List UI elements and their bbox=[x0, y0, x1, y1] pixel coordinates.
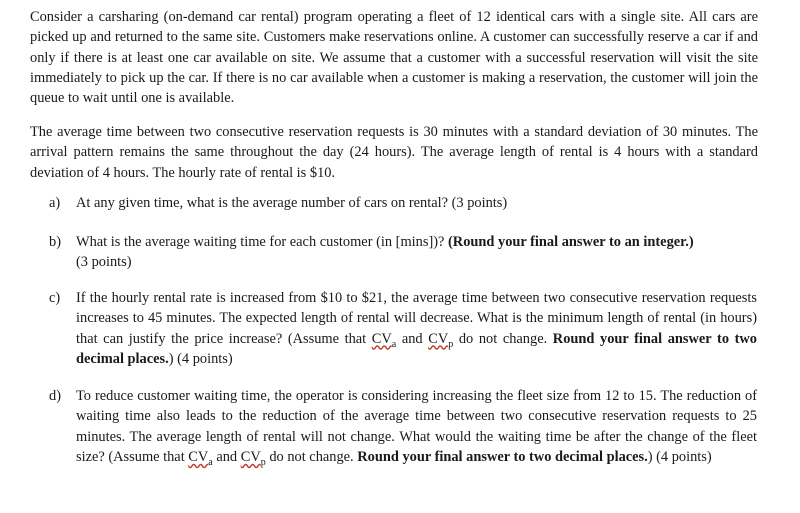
question-d-text-2: do not change. bbox=[265, 448, 358, 465]
question-c bbox=[49, 288, 757, 369]
question-c-label: c) bbox=[49, 290, 61, 306]
question-c-points: ) (4 points) bbox=[168, 350, 233, 367]
question-d-label: d) bbox=[49, 388, 61, 404]
question-d-rounding-note: Round your final answer to two decimal places. bbox=[357, 448, 648, 465]
question-c-body bbox=[76, 288, 757, 369]
question-b-points: (3 points) bbox=[76, 254, 132, 271]
question-c-text-2: do not change. bbox=[453, 330, 553, 347]
cv-a-symbol: $CV_a$ bbox=[188, 448, 213, 468]
intro-paragraph-2: The average time between two consecutive reservation requests is 30 minutes with a standard deviation of 30 minutes. The arrival pattern remains the same throughout the day (24 hours). The average length of rental is 4 hours with a standard deviation of 4 hours. The hourly rate of rental is $10. bbox=[30, 124, 758, 181]
and-connector: and bbox=[396, 330, 429, 347]
question-b bbox=[49, 232, 757, 273]
question-b-rounding-note: (Round your final answer to an integer.) bbox=[448, 234, 694, 250]
question-d bbox=[49, 386, 757, 467]
question-a-text: At any given time, what is the average number of cars on rental? (3 points) bbox=[76, 195, 508, 211]
question-d-points: ) (4 points) bbox=[647, 448, 712, 465]
question-d-body bbox=[76, 386, 757, 467]
cv-a-symbol: $CV_a$ bbox=[371, 330, 397, 350]
question-c-rounding-note: Round your final answer to two decimal places. bbox=[76, 330, 758, 367]
cv-p-symbol: $CV_p$ bbox=[428, 330, 454, 350]
intro-paragraph-1: Consider a carsharing (on-demand car rental) program operating a fleet of 12 identical cars with a single site. All cars are picked up and returned to the same site. Customers make reservations online. A customer can successfully reserve a car if and only if there is at least one car available on site. We assume that a customer with a successful reservation will visit the site immediately to pick up the car. If there is no car available when a customer is making a reservation, the customer will join the queue to wait until one is available. bbox=[30, 9, 758, 107]
question-c-text-1: If the hourly rental rate is increased from $10 to $21, the average time between two consecutive reservation requests increases to 45 minutes. The expected length of rental will decrease. What is the minimum length of rental (in hours) that can justify the price increase? (Assume that bbox=[76, 290, 757, 347]
question-b-label: b) bbox=[49, 234, 61, 250]
question-b-body bbox=[76, 232, 757, 273]
question-a-label: a) bbox=[49, 195, 61, 211]
cv-p-symbol: $CV_p$ bbox=[240, 448, 266, 468]
question-b-text: What is the average waiting time for each customer (in [mins])? bbox=[76, 234, 449, 250]
question-a bbox=[49, 193, 757, 213]
question-d-text-1: To reduce customer waiting time, the operator is considering increasing the fleet size from 12 to 15. The reduction of waiting time also leads to the reduction of the average time between two consecutive reservation requests to 25 minutes. The average length of rental will not change. What would the waiting time be after the change of the fleet size? (Assume that bbox=[76, 388, 757, 465]
and-connector: and bbox=[212, 448, 241, 465]
